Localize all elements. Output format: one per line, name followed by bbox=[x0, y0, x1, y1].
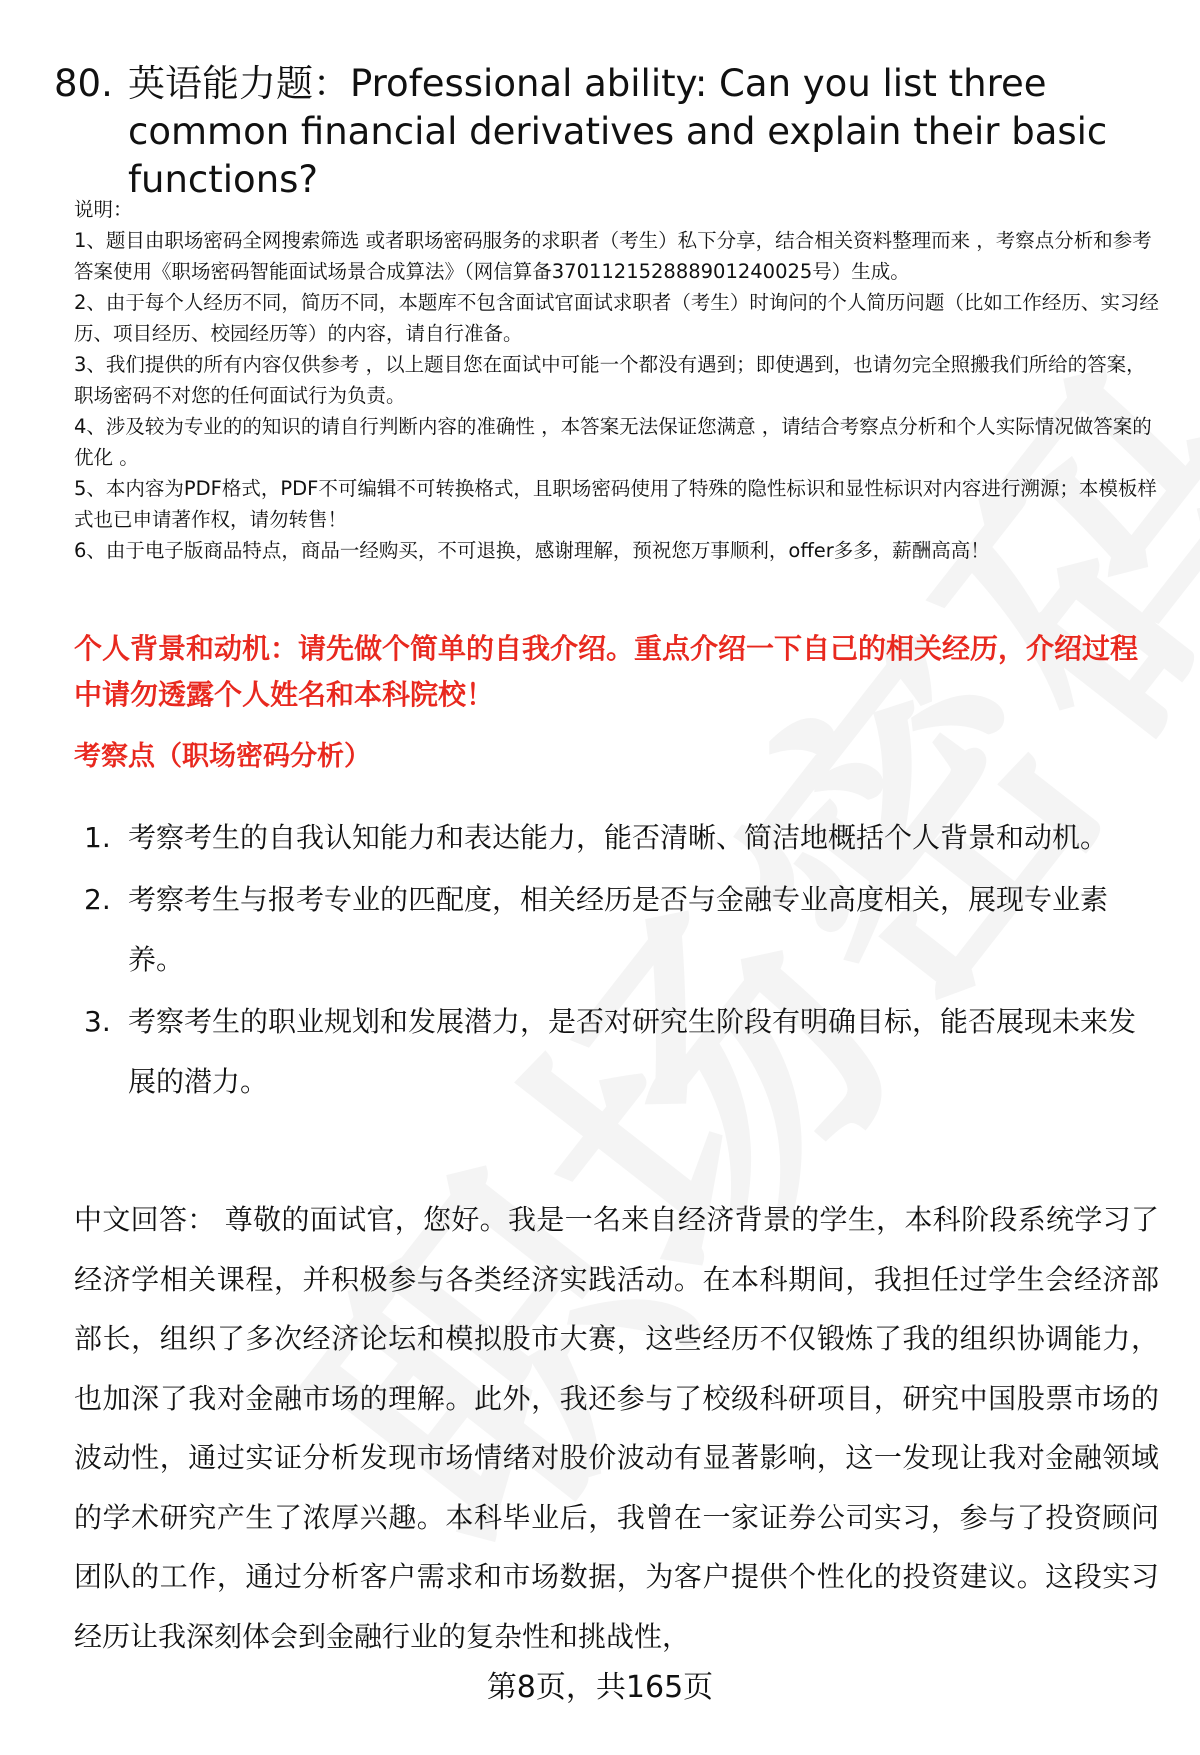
notes-item: 1、题目由职场密码全网搜索筛选 或者职场密码服务的求职者（考生）私下分享，结合相关资料整理而来 ，考察点分析和参考答案使用《职场密码智能面试场景合成算法》（网信算备370112152888901240025号）生成。 bbox=[74, 229, 1152, 283]
question-number: 80. bbox=[54, 62, 113, 105]
list-item-index: 2. bbox=[84, 883, 111, 916]
question-title bbox=[54, 60, 1164, 204]
page-footer: 第8页，共165页 bbox=[486, 1670, 714, 1705]
list-item-index: 1. bbox=[84, 821, 111, 854]
analysis-list bbox=[84, 808, 1154, 1114]
list-item-text: 考察考生的自我认知能力和表达能力，能否清晰、简洁地概括个人背景和动机。 bbox=[128, 821, 1109, 854]
answer-text: 中文回答： 尊敬的面试官，您好。我是一名来自经济背景的学生，本科阶段系统学习了经济学相关课程，并积极参与各类经济实践活动。在本科期间，我担任过学生会经济部部长，组织了多次经济论坛和模拟股市大赛，这些经历不仅锻炼了我的组织协调能力，也加深了我对金融市场的理解。此外，我还参与了校级科研项目，研究中国股票市场的波动性，通过实证分析发现市场情绪对股价波动有显著影响，这一发现让我对金融领域的学术研究产生了浓厚兴趣。本科毕业后，我曾在一家证券公司实习，参与了投资顾问团队的工作，通过分析客户需求和市场数据，为客户提供个性化的投资建议。这段实习经历让我深刻体会到金融行业的复杂性和挑战性， bbox=[74, 1203, 1159, 1653]
list-item bbox=[84, 870, 1154, 990]
notes-item: 3、我们提供的所有内容仅供参考 ，以上题目您在面试中可能一个都没有遇到；即使遇到，也请勿完全照搬我们所给的答案，职场密码不对您的任何面试行为负责。 bbox=[74, 353, 1146, 407]
notes-item: 5、本内容为PDF格式，PDF不可编辑不可转换格式，且职场密码使用了特殊的隐性标识和显性标识对内容进行溯源；本模板样式也已申请著作权，请勿转售！ bbox=[74, 477, 1157, 531]
background-prompt: 个人背景和动机：请先做个简单的自我介绍。重点介绍一下自己的相关经历，介绍过程中请勿透露个人姓名和本科院校！ bbox=[74, 632, 1139, 711]
notes-item: 6、由于电子版商品特点，商品一经购买，不可退换，感谢理解，预祝您万事顺利，offer多多，薪酬高高！ bbox=[74, 539, 990, 562]
notes-item: 2、由于每个人经历不同，简历不同，本题库不包含面试官面试求职者（考生）时询问的个人简历问题（比如工作经历、实习经历、项目经历、校园经历等）的内容，请自行准备。 bbox=[74, 291, 1159, 345]
list-item bbox=[84, 992, 1154, 1112]
notes-block bbox=[74, 194, 1164, 566]
list-item-text: 考察考生与报考专业的匹配度，相关经历是否与金融专业高度相关，展现专业素养。 bbox=[128, 883, 1109, 976]
list-item-text: 考察考生的职业规划和发展潜力，是否对研究生阶段有明确目标，能否展现未来发展的潜力。 bbox=[128, 1005, 1137, 1098]
list-item bbox=[84, 808, 1154, 868]
question-text: 英语能力题：Professional ability: Can you list three common financial derivatives and explain their basic functions? bbox=[128, 62, 1108, 201]
notes-heading: 说明： bbox=[74, 198, 133, 221]
analysis-heading: 考察点（职场密码分析） bbox=[74, 741, 371, 772]
notes-item: 4、涉及较为专业的的知识的请自行判断内容的准确性 ，本答案无法保证您满意 ，请结合考察点分析和个人实际情况做答案的优化 。 bbox=[74, 415, 1152, 469]
list-item-index: 3. bbox=[84, 1005, 111, 1038]
